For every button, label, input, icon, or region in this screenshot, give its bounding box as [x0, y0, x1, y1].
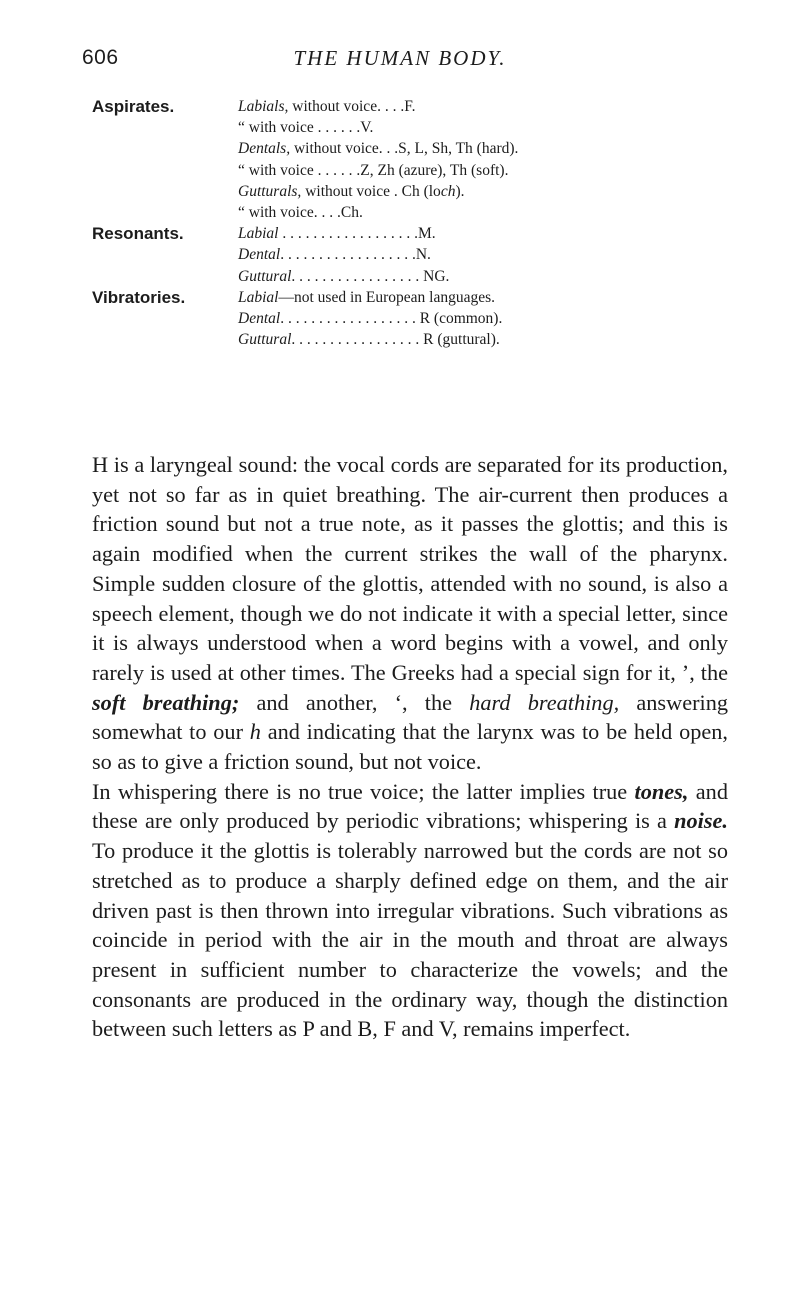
entry-segment: Guttural — [238, 267, 292, 285]
table-row — [92, 138, 732, 159]
entry-segment: “ with voice . . . . . .V. — [238, 119, 374, 137]
text-run: and indicating that the larynx was to be held open, so as to give a friction sound, but not voice. — [92, 719, 728, 775]
table-row — [92, 202, 732, 223]
table-row — [92, 329, 732, 350]
sound-entry — [238, 329, 500, 350]
entry-segment: Labial — [238, 288, 279, 306]
text-run: answering somewhat to our — [92, 689, 729, 745]
page-header — [82, 46, 718, 76]
table-row — [92, 266, 732, 287]
entry-segment: —not used in European languages. — [278, 288, 495, 306]
text-run: H is a laryngeal sound: the vocal cords are separated for its production, yet not so far as in quiet breathing. The air-current then produces a friction sound but not a true note, as it passes the glottis; and this is again modified when the current strikes the wall of the pharynx. Simple sudden closure of the glottis, attended with no sound, is also a speech element, though we do not indicate it with a special letter, since it is always understood when a word begins with a vowel, and only rarely is used at other times. The Greeks had a special sign for it, ’, the — [92, 452, 728, 685]
text-run: hard breathing, — [469, 689, 620, 715]
entry-segment: Dental — [238, 309, 281, 327]
table-row — [92, 96, 732, 117]
sound-entry — [238, 138, 518, 159]
running-title: THE HUMAN BODY. — [293, 46, 507, 70]
paragraph — [92, 450, 728, 777]
sound-entry — [238, 223, 436, 244]
sound-entry — [238, 117, 373, 138]
entry-segment: . . . . . . . . . . . . . . . . . R (guttural). — [291, 331, 500, 349]
text-run: tones, — [634, 778, 689, 804]
table-row — [92, 287, 732, 308]
table-row — [92, 308, 732, 329]
entry-segment: “ with voice . . . . . .Z, Zh (azure), Th (soft). — [238, 161, 509, 179]
entry-segment: Dental — [238, 246, 281, 264]
entry-segment: Labials, — [238, 98, 289, 115]
entry-segment: without voice . Ch (lo — [301, 182, 441, 200]
entry-segment: “ with voice. . . .Ch. — [238, 203, 363, 221]
text-run: and these are only produced by periodic vibrations; whispering is a — [92, 778, 728, 834]
sound-entry — [238, 96, 415, 117]
category-label: Resonants. — [92, 224, 184, 244]
sound-entry — [238, 244, 431, 265]
entry-segment: Gutturals, — [238, 182, 302, 200]
sound-entry — [238, 266, 449, 287]
text-run: In whispering there is no true voice; the latter implies true — [92, 778, 635, 804]
sound-entry — [238, 308, 502, 329]
page-number: 606 — [82, 46, 119, 69]
sound-entry — [238, 202, 363, 223]
paragraph — [92, 777, 728, 1044]
entry-segment: ). — [455, 182, 465, 200]
entry-segment: without voice. . .S, L, Sh, Th (hard). — [290, 140, 519, 158]
entry-segment: without voice. . . .F. — [288, 98, 416, 115]
table-row — [92, 223, 732, 244]
entry-segment: Dentals, — [238, 140, 291, 158]
entry-segment: Labial — [238, 225, 279, 243]
text-run: and another, ‘, the — [239, 689, 470, 715]
entry-segment: . . . . . . . . . . . . . . . . . .M. — [278, 225, 436, 243]
table-row — [92, 117, 732, 138]
entry-segment: Guttural — [238, 331, 292, 349]
table-row — [92, 160, 732, 181]
entry-segment: . . . . . . . . . . . . . . . . . . R (common). — [280, 309, 503, 327]
table-row — [92, 244, 732, 265]
sound-entry — [238, 160, 508, 181]
category-label: Vibratories. — [92, 287, 186, 307]
text-run: h — [249, 719, 261, 745]
category-label: Aspirates. — [92, 97, 175, 116]
sound-entry — [238, 287, 495, 308]
entry-segment: . . . . . . . . . . . . . . . . . .N. — [280, 246, 431, 264]
sound-entry — [238, 181, 465, 202]
text-run: soft breathing; — [92, 689, 240, 715]
text-run: To produce it the glottis is tolerably narrowed but the cords are not so stretched as to produce a sharply defined edge on them, and the air driven past is then thrown into irregular vibrations. Such vibrations as coincide in period with the air in the mouth and throat are always present in sufficient number to characterize the vowels; and the consonants are produced in the ordinary way, though the distinction between such letters as P and B, F and V, remains imperfect. — [92, 838, 728, 1042]
table-row — [92, 181, 732, 202]
text-run: noise. — [674, 808, 728, 834]
body-text — [92, 450, 728, 1044]
speech-sound-classification-table — [92, 96, 732, 350]
entry-segment: ch — [440, 182, 456, 200]
entry-segment: . . . . . . . . . . . . . . . . . NG. — [291, 267, 450, 285]
